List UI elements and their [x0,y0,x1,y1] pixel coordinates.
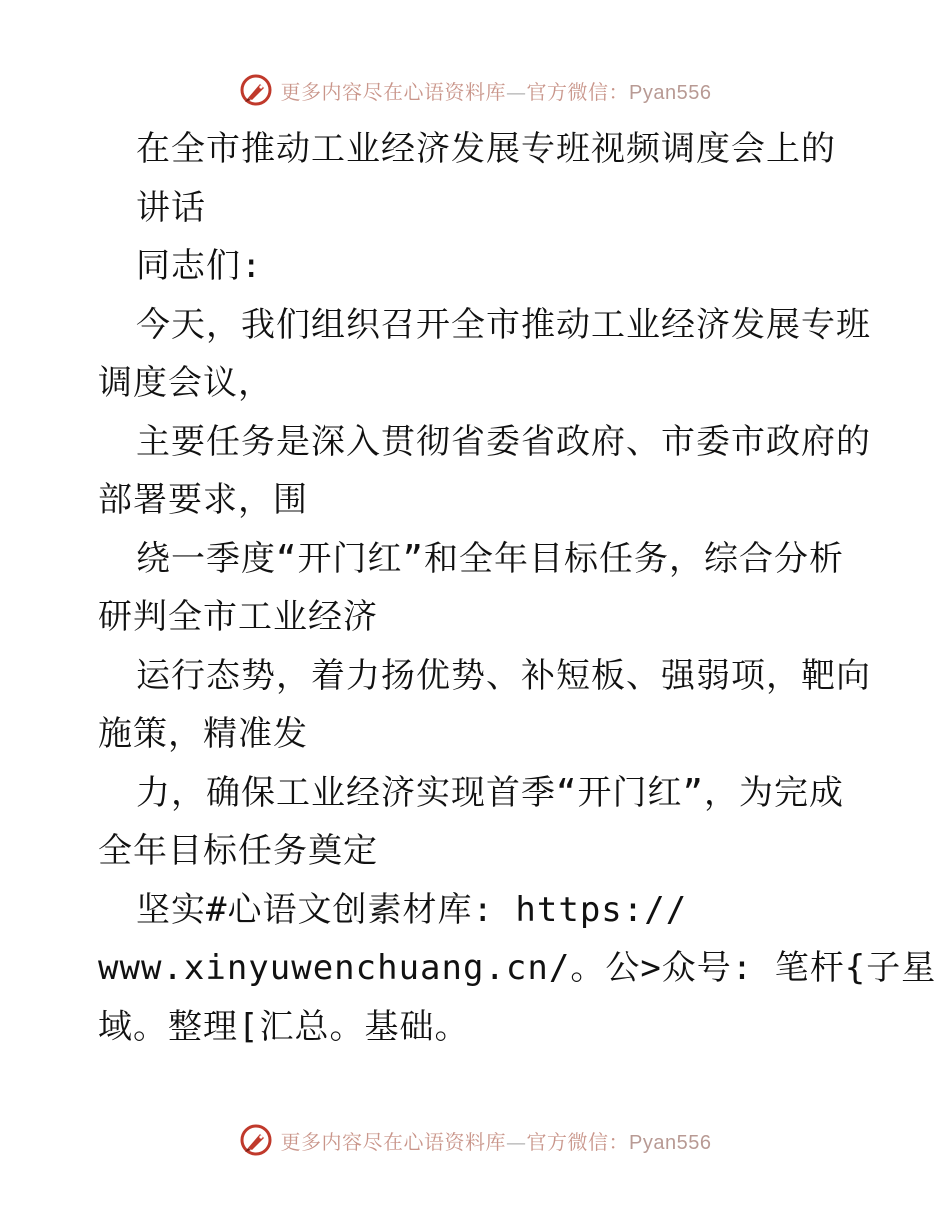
paragraph-line: 施策，精准发 [98,714,308,754]
paragraph-line: 今天，我们组织召开全市推动工业经济发展专班 [136,304,871,345]
paragraph-line: 绕一季度“开门红”和全年目标任务，综合分析 [136,538,844,579]
header-banner-wechat-id: Pyan556 [629,81,712,104]
paragraph-line: 全年目标任务奠定 [98,831,378,871]
header-banner [0,70,950,110]
header-banner-separator: — [506,79,527,104]
document-body [98,120,937,1056]
paragraph-line: 主要任务是深入贯彻省委省政府、市委市政府的 [136,421,871,462]
salutation: 同志们: [136,246,263,286]
footer-banner [0,1120,950,1160]
footer-banner-separator: — [506,1129,527,1154]
paragraph-line: www.xinyuwenchuang.cn/。公>众号: 笔杆{子星 [98,948,937,988]
title-line-2: 讲话 [136,187,206,228]
footer-banner-wechat-id: Pyan556 [629,1131,712,1154]
header-banner-main: 更多内容尽在心语资料库 [280,79,507,104]
header-banner-text [281,76,712,105]
footer-banner-main: 更多内容尽在心语资料库 [280,1129,507,1154]
pen-nib-circle-icon [239,1123,273,1157]
footer-banner-text [281,1126,712,1155]
title-line-1: 在全市推动工业经济发展专班视频调度会上的 [136,129,836,169]
paragraph-line: 域。整理[汇总。基础。 [98,1006,470,1047]
pen-nib-circle-icon [239,73,273,107]
paragraph-line: 力，确保工业经济实现首季“开门红”，为完成 [136,772,844,813]
paragraph-line: 坚实#心语文创素材库: https:// [136,889,688,930]
footer-banner-tail: 官方微信： [526,1129,630,1154]
paragraph-line: 调度会议， [98,363,273,403]
paragraph-line: 运行态势，着力扬优势、补短板、强弱项，靶向 [136,655,871,696]
paragraph-line: 部署要求，围 [98,480,308,520]
paragraph-line: 研判全市工业经济 [98,597,378,637]
header-banner-tail: 官方微信： [526,79,630,104]
